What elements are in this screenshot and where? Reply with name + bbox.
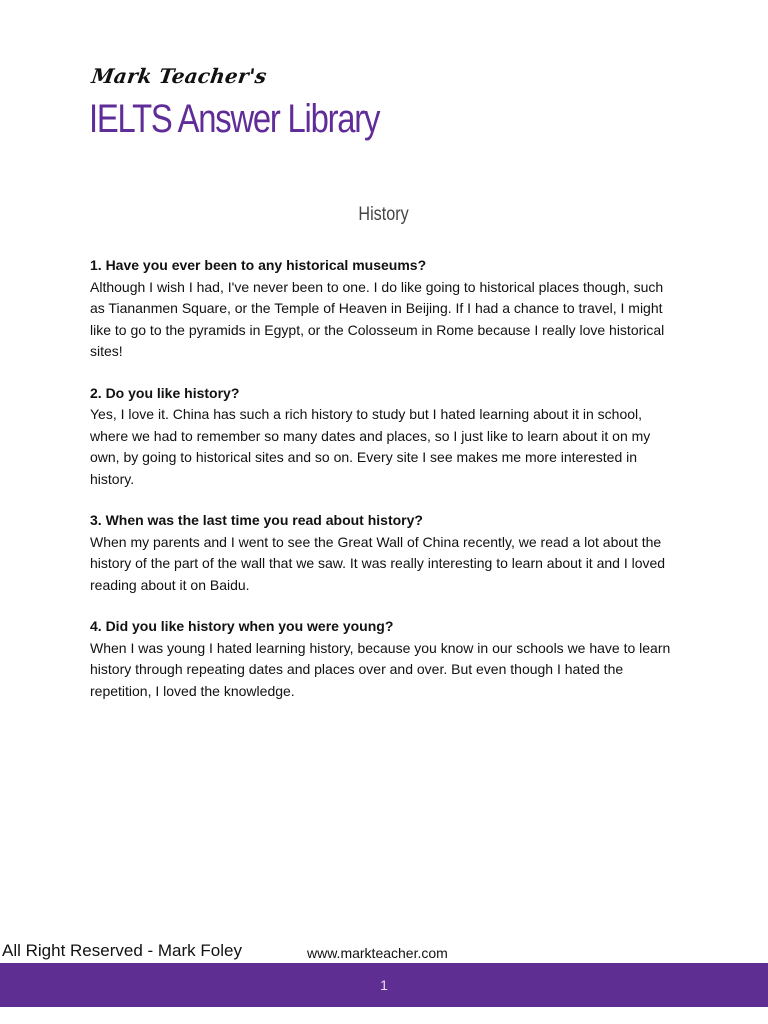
answer: When my parents and I went to see the Great Wall of China recently, we read a lot about the history of the part of the wall that we saw. It was really interesting to learn about it and I loved reading about it on Baidu.: [90, 533, 666, 593]
qa-item: [90, 616, 680, 702]
question: 4. Did you like history when you were young?: [90, 618, 394, 634]
answer: Although I wish I had, I've never been to one. I do like going to historical places though, such as Tiananmen Square, or the Temple of Heaven in Beijing. If I had a chance to travel, I might like to go to the pyramids in Egypt, or the Colosseum in Rome because I really love historical sites!: [90, 278, 665, 359]
section-heading: [0, 204, 768, 226]
qa-list: [90, 255, 680, 722]
question: 3. When was the last time you read about history?: [90, 512, 423, 528]
footer-website[interactable]: www.markteacher.com: [307, 945, 448, 961]
question: 2. Do you like history?: [90, 384, 240, 401]
page-number: 1: [380, 977, 388, 993]
qa-item: [90, 510, 680, 596]
section-heading-text: History: [358, 204, 410, 225]
answer: Yes, I love it. China has such a rich history to study but I hated learning about it in school, where we had to remember so many dates and places, so I just like to learn about it on my own, by going to historical sites and so on. Every site I see makes me more interested in history.: [90, 406, 651, 487]
footer-copyright: All Right Reserved - Mark Foley: [2, 941, 242, 960]
brand-title: IELTS Answer Library: [89, 97, 380, 141]
question: 1. Have you ever been to any historical museums?: [90, 257, 427, 273]
qa-item: [90, 383, 680, 491]
footer-bar: [0, 963, 768, 1007]
qa-item: [90, 255, 680, 363]
brand-script: Mark Teacher's: [90, 64, 269, 88]
answer: When I was young I hated learning history, because you know in our schools we have to learn history through repeating dates and places over and over. But even though I hated the repetition, I loved the knowledge.: [90, 639, 671, 699]
